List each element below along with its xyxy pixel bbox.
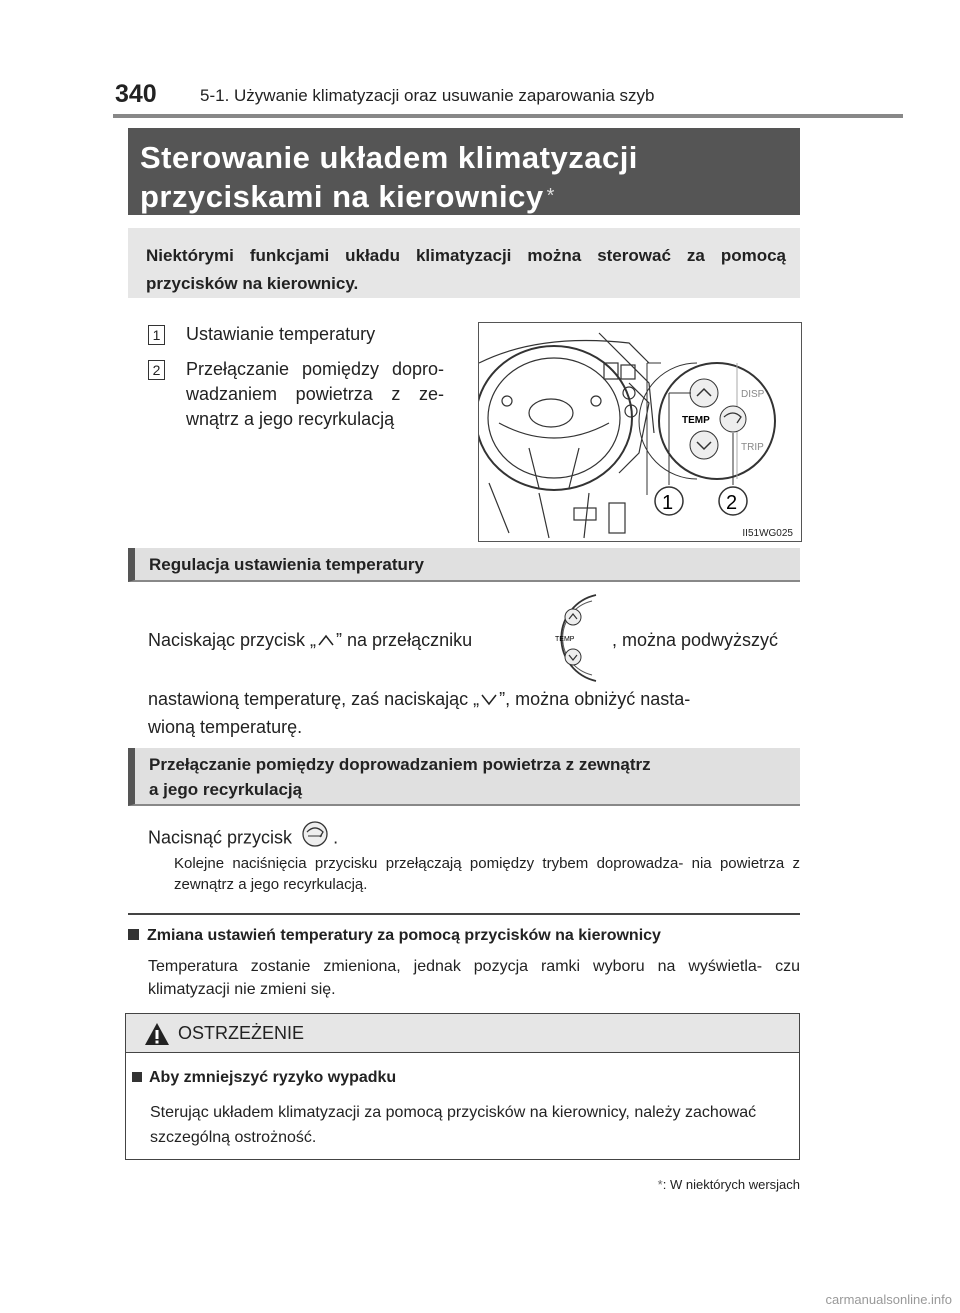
- item-number: 1: [148, 325, 165, 345]
- page-number: 340: [115, 80, 157, 108]
- fig-label-temp: TEMP: [682, 415, 710, 426]
- section-heading-recirculation: [128, 748, 800, 806]
- item-text: Przełączanie pomiędzy dopro- wadzaniem powietrza z ze- wnątrz a jego recyrkulacją: [186, 359, 444, 429]
- warning-text: Sterując układem klimatyzacji za pomocą przycisków na kierownicy, należy zachować szczególną ostrożność.: [150, 1104, 757, 1146]
- running-head: 5-1. Używanie klimatyzacji oraz usuwanie zaparowania szyb: [200, 86, 655, 105]
- footnote-text: : W niektórych wersjach: [662, 1177, 800, 1192]
- fig-callout-2: 2: [726, 492, 738, 514]
- warning-header: [126, 1014, 799, 1053]
- text-fragment: .: [333, 827, 339, 848]
- item-number: 2: [148, 360, 165, 380]
- recirc-instruction: [148, 820, 338, 857]
- asterisk-mark: *: [546, 185, 555, 207]
- section-heading-text: Regulacja ustawienia temperatury: [149, 555, 424, 574]
- fig-label-disp: DISP: [741, 389, 765, 400]
- warning-subheading-text: Aby zmniejszyć ryzyko wypadku: [149, 1069, 397, 1086]
- steering-wheel-figure: [478, 322, 802, 542]
- item-text: Ustawianie temperatury: [186, 324, 376, 344]
- temp-line-1: [148, 625, 472, 656]
- recirculation-button-icon: [301, 820, 329, 857]
- title-line-1: Sterowanie układem klimatyzacji: [140, 140, 638, 175]
- temp-line-3: wioną temperaturę.: [148, 717, 303, 737]
- text-fragment: nastawioną temperaturę, zaś naciskając „: [148, 689, 480, 709]
- separator-rule: [128, 913, 800, 915]
- title-banner: [128, 128, 800, 215]
- temp-switch-icon: [548, 593, 600, 683]
- recirc-note: Kolejne naciśnięcia przycisku przełączają pomiędzy trybem doprowadza- nia powietrza z zewnątrz a jego recyrkulacją.: [174, 855, 800, 893]
- warning-subheading: [132, 1069, 396, 1087]
- header-rule: [113, 114, 903, 118]
- section-heading-line-1: Przełączanie pomiędzy doprowadzaniem powietrza z zewnątrz: [149, 755, 651, 774]
- page-title: [140, 138, 638, 216]
- temp-line-2: [148, 684, 800, 715]
- watermark: carmanualsonline.info: [825, 1292, 952, 1307]
- figure-code: II51WG025: [742, 528, 793, 539]
- text-fragment: ”, można obniżyć nasta-: [499, 689, 691, 709]
- fig-callout-1: 1: [662, 492, 674, 514]
- title-line-2: przyciskami na kierownicy: [140, 179, 544, 214]
- warning-title: OSTRZEŻENIE: [178, 1023, 305, 1043]
- text-fragment: ” na przełączniku: [336, 630, 473, 650]
- asterisk-mark: *: [657, 1177, 663, 1192]
- info-heading-text: Zmiana ustawień temperatury za pomocą przycisków na kierownicy: [147, 927, 661, 944]
- intro-box: [128, 228, 800, 298]
- chevron-up-icon: [316, 626, 336, 656]
- section-heading-line-2: a jego recyrkulacją: [149, 780, 303, 799]
- square-bullet-icon: [132, 1072, 142, 1082]
- footnote: [658, 1177, 800, 1192]
- chevron-down-icon: [479, 685, 499, 715]
- steering-wheel-illustration: [479, 323, 801, 541]
- warning-box: [125, 1013, 800, 1160]
- info-heading: [128, 927, 661, 945]
- fig-label-trip: TRIP: [741, 442, 764, 453]
- temp-line-1-end: , można podwyższyć: [612, 630, 779, 650]
- text-fragment: Naciskając przycisk „: [148, 630, 317, 650]
- square-bullet-icon: [128, 929, 139, 940]
- text-fragment: Nacisnąć przycisk: [148, 827, 293, 848]
- switch-label-temp: TEMP: [555, 636, 575, 643]
- section-heading-temperature: [128, 548, 800, 582]
- warning-triangle-icon: [144, 1022, 170, 1051]
- info-text: Temperatura zostanie zmieniona, jednak pozycja ramki wyboru na wyświetla- czu klimatyzacji nie zmieni się.: [148, 958, 800, 998]
- intro-text: Niektórymi funkcjami układu klimatyzacji można sterować za pomocą przycisków na kierownicy.: [146, 246, 786, 293]
